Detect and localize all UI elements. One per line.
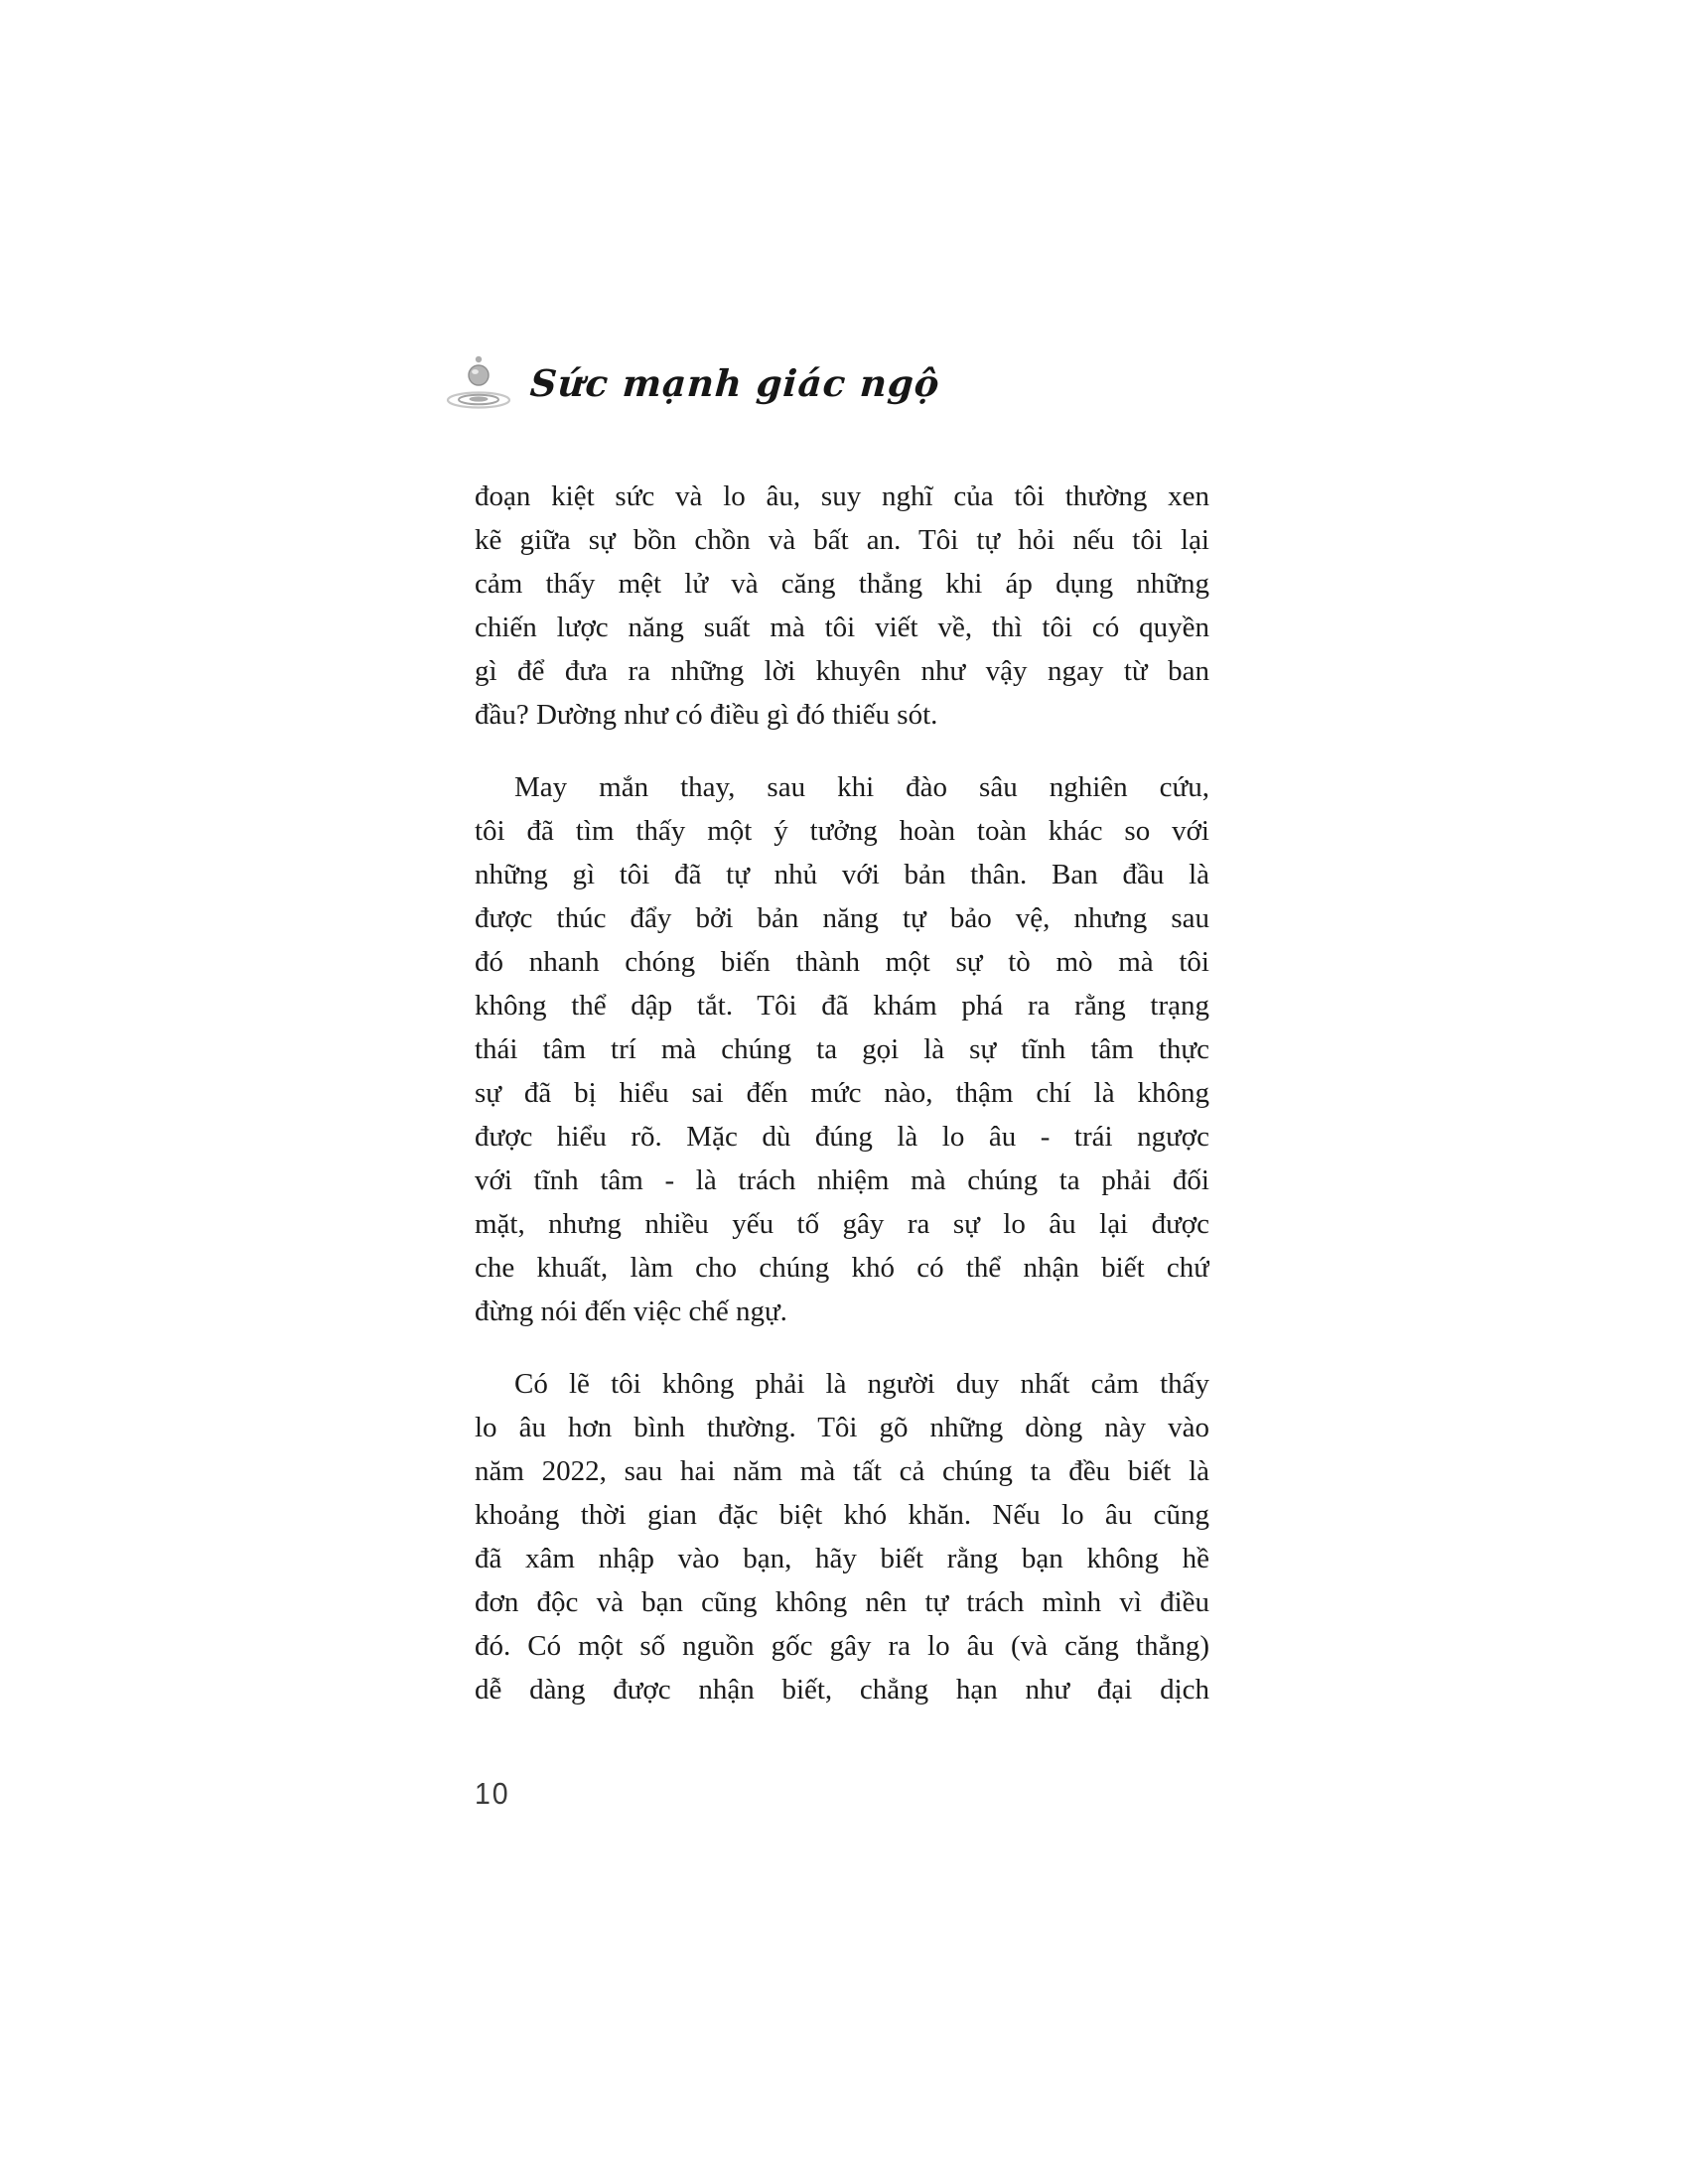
water-drop-icon bbox=[443, 353, 514, 413]
text-line: đó. Có một số nguồn gốc gây ra lo âu (và căng thẳng) bbox=[475, 1630, 1209, 1662]
text-line: kẽ giữa sự bồn chồn và bất an. Tôi tự hỏi nếu tôi lại bbox=[475, 524, 1209, 556]
text-line: năm 2022, sau hai năm mà tất cả chúng ta đều biết là bbox=[475, 1455, 1209, 1487]
text-line: chiến lược năng suất mà tôi viết về, thì tôi có quyền bbox=[475, 612, 1209, 643]
text-line: đã xâm nhập vào bạn, hãy biết rằng bạn không hề bbox=[475, 1543, 1209, 1574]
text-line: Có lẽ tôi không phải là người duy nhất cảm thấy bbox=[514, 1368, 1209, 1400]
text-line: cảm thấy mệt lử và căng thẳng khi áp dụng những bbox=[475, 568, 1209, 600]
paragraph bbox=[475, 1362, 1209, 1711]
text-line: đó nhanh chóng biến thành một sự tò mò mà tôi bbox=[475, 946, 1209, 978]
paragraph bbox=[475, 475, 1209, 737]
text-line: May mắn thay, sau khi đào sâu nghiên cứu, bbox=[514, 771, 1209, 803]
text-line: sự đã bị hiểu sai đến mức nào, thậm chí là không bbox=[475, 1077, 1209, 1109]
text-line: tôi đã tìm thấy một ý tưởng hoàn toàn khác so với bbox=[475, 815, 1209, 847]
text-line: được hiểu rõ. Mặc dù đúng là lo âu - trái ngược bbox=[475, 1121, 1209, 1153]
page-header bbox=[443, 353, 940, 413]
body-text bbox=[475, 475, 1209, 1711]
text-line: che khuất, làm cho chúng khó có thể nhận biết chứ bbox=[475, 1252, 1209, 1284]
page-number: 10 bbox=[475, 1776, 510, 1811]
text-line: không thể dập tắt. Tôi đã khám phá ra rằng trạng bbox=[475, 990, 1209, 1022]
text-line: đơn độc và bạn cũng không nên tự trách mình vì điều bbox=[475, 1586, 1209, 1618]
text-line: đoạn kiệt sức và lo âu, suy nghĩ của tôi thường xen bbox=[475, 480, 1209, 512]
running-title: Sức mạnh giác ngộ bbox=[528, 361, 942, 405]
text-line: lo âu hơn bình thường. Tôi gõ những dòng này vào bbox=[475, 1412, 1209, 1443]
text-line: dễ dàng được nhận biết, chẳng hạn như đại dịch bbox=[475, 1674, 1209, 1706]
text-line: thái tâm trí mà chúng ta gọi là sự tĩnh tâm thực bbox=[475, 1033, 1209, 1065]
text-line: đừng nói đến việc chế ngự. bbox=[475, 1296, 787, 1327]
paragraph bbox=[475, 765, 1209, 1333]
text-line: những gì tôi đã tự nhủ với bản thân. Ban đầu là bbox=[475, 859, 1209, 890]
text-line: với tĩnh tâm - là trách nhiệm mà chúng ta phải đối bbox=[475, 1164, 1209, 1196]
text-line: đầu? Dường như có điều gì đó thiếu sót. bbox=[475, 699, 938, 731]
text-line: mặt, nhưng nhiều yếu tố gây ra sự lo âu lại được bbox=[475, 1208, 1209, 1240]
text-line: khoảng thời gian đặc biệt khó khăn. Nếu lo âu cũng bbox=[475, 1499, 1209, 1531]
text-line: được thúc đẩy bởi bản năng tự bảo vệ, nhưng sau bbox=[475, 902, 1209, 934]
text-line: gì để đưa ra những lời khuyên như vậy ngay từ ban bbox=[475, 655, 1209, 687]
